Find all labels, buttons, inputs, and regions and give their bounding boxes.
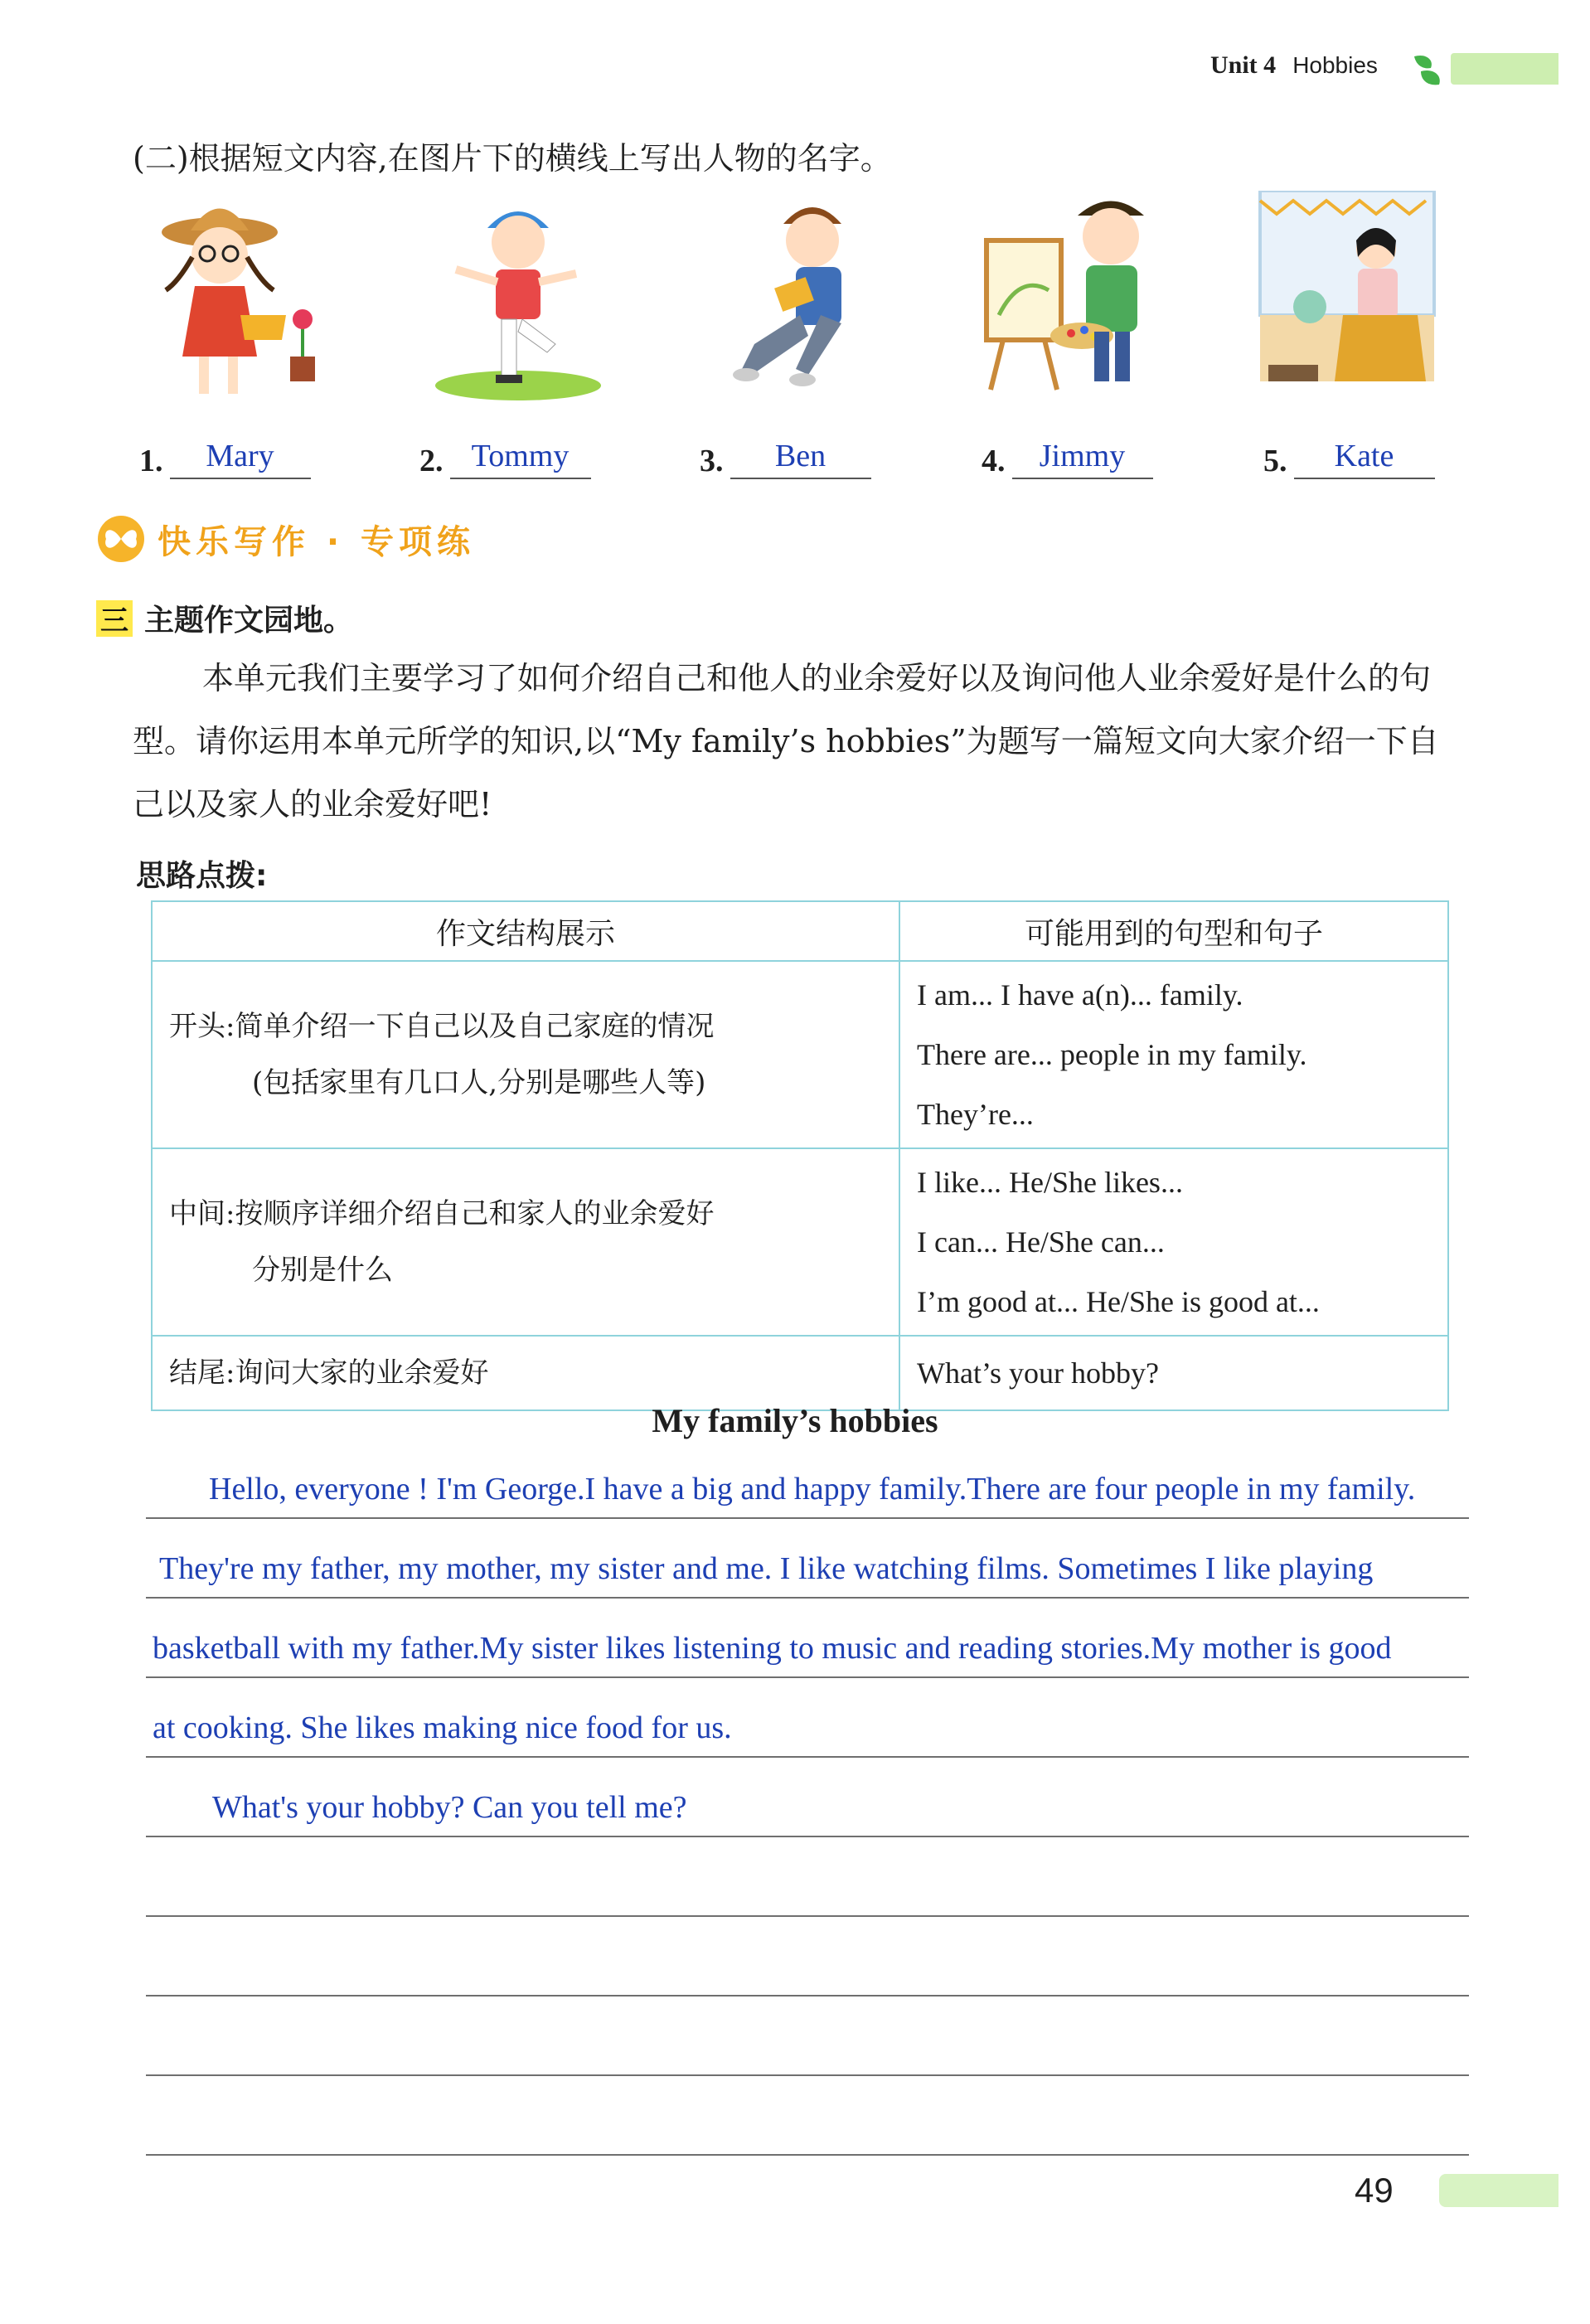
boy-roller-skating-illustration [423,191,613,406]
essay-text: at cooking. She likes making nice food for us. [153,1710,732,1745]
answer-1 [139,431,311,479]
answer-name: Jimmy [1039,439,1126,473]
part-two-instruction: (二)根据短文内容,在图片下的横线上写出人物的名字。 [133,140,892,177]
writing-line[interactable] [146,2074,1469,2156]
structure-line: 分别是什么 [252,1254,393,1287]
writing-line[interactable] [146,1438,1469,1519]
column-header-sentences: 可能用到的句型和句子 [899,901,1448,961]
answer-name: Kate [1334,439,1394,473]
section-banner [96,514,475,564]
girl-knitting-illustration [1252,191,1442,406]
boy-painting-illustration [978,191,1169,406]
writing-line[interactable] [146,1836,1469,1917]
answer-number: 3. [700,444,724,478]
unit-label: Unit 4 [1210,51,1277,79]
answer-5 [1263,431,1435,479]
sentence-line: I can... He/She can... [917,1225,1165,1259]
answer-blank[interactable] [730,431,871,479]
essay-text: What's your hobby? Can you tell me? [212,1790,687,1825]
sentences-cell [899,961,1448,1148]
page-header [1210,51,1378,80]
answer-4 [982,431,1153,479]
answer-number: 4. [982,444,1006,478]
structure-line: (包括家里有几口人,分别是哪些人等) [252,1066,706,1099]
header-decor-bar [1451,53,1558,85]
boy-reading-book-illustration [705,191,895,406]
table-row [152,961,1448,1148]
writing-outline-table [151,900,1449,1411]
sentence-line: What’s your hobby? [917,1356,1159,1390]
answer-name: Mary [206,439,274,473]
page-number: 49 [1355,2171,1394,2210]
answer-number: 2. [419,444,444,478]
answer-blank[interactable] [170,431,311,479]
answer-3 [700,431,871,479]
sentences-cell [899,1336,1448,1410]
unit-title: Hobbies [1292,52,1378,78]
structure-cell [152,961,899,1148]
answer-name: Tommy [471,439,570,473]
essay-text: basketball with my father.My sister likes listening to music and reading stories.My mother is good [153,1631,1392,1666]
table-row [152,1148,1448,1336]
answer-number: 5. [1263,444,1287,478]
structure-line: 中间:按顺序详细介绍自己和家人的业余爱好 [169,1197,715,1230]
section-three-instructions: 本单元我们主要学习了如何介绍自己和他人的业余爱好以及询问他人业余爱好是什么的句型。请你运用本单元所学的知识,以“My family’s hobbies”为题写一篇短文向大家介绍一下自己以及家人的业余爱好吧! [133,660,1439,822]
answer-2 [419,431,591,479]
structure-cell [152,1148,899,1336]
essay-title: My family’s hobbies [652,1402,938,1439]
writing-line[interactable] [146,1676,1469,1758]
section-number-badge: 三 [96,600,133,637]
structure-line: 开头:简单介绍一下自己以及自己家庭的情况 [169,1010,715,1043]
answer-blank[interactable] [1294,431,1435,479]
essay-text: Hello, everyone ! I'm George.I have a big and happy family.There are four people in my family. [209,1472,1416,1506]
column-header-structure: 作文结构展示 [152,901,899,961]
sentence-line: They’re... [917,1098,1034,1131]
writing-line[interactable] [146,1597,1469,1678]
section-three-heading [96,597,353,639]
banner-title: 快乐写作 · 专项练 [158,522,476,561]
sentence-line: I’m good at... He/She is good at... [917,1285,1320,1318]
answer-blank[interactable] [1012,431,1153,479]
writing-line[interactable] [146,1517,1469,1599]
girl-watering-flowers-illustration [141,191,332,406]
sentence-line: I am... I have a(n)... family. [917,978,1243,1012]
footer-decor-bar [1439,2174,1558,2207]
section-three-title: 主题作文园地。 [144,604,354,638]
table-header-row [152,901,1448,961]
structure-line: 结尾:询问大家的业余爱好 [169,1356,489,1390]
answer-number: 1. [139,444,163,478]
writing-line[interactable] [146,1995,1469,2076]
sentence-line: There are... people in my family. [917,1038,1307,1071]
table-row [152,1336,1448,1410]
butterfly-icon [96,514,146,564]
essay-text: They're my father, my mother, my sister and me. I like watching films. Sometimes I like playing [159,1551,1374,1586]
answer-blank[interactable] [450,431,591,479]
writing-line[interactable] [146,1915,1469,1997]
tip-label: 思路点拨: [136,859,268,893]
answer-name: Ben [774,439,827,473]
structure-cell [152,1336,899,1410]
writing-line[interactable] [146,1756,1469,1837]
leaf-icon [1409,50,1446,88]
sentence-line: I like... He/She likes... [917,1166,1183,1199]
sentences-cell [899,1148,1448,1336]
